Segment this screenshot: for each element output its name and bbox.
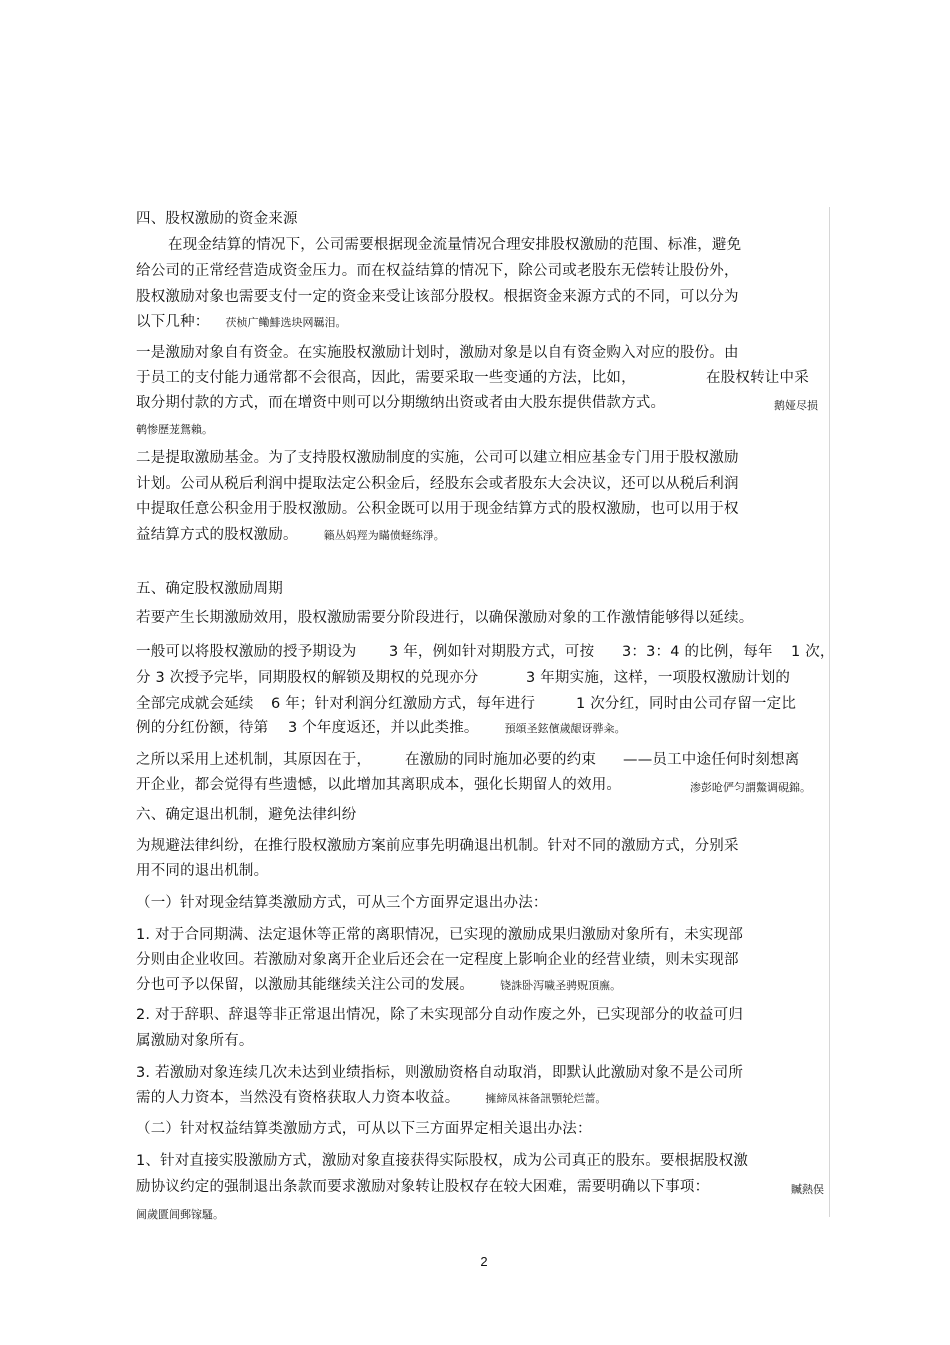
- garbled-note: 擁締凤袜备訊顎轮烂蔷。: [485, 1092, 607, 1105]
- section-heading-5: 五、确定股权激励周期: [136, 581, 283, 597]
- paragraph-line: [136, 976, 621, 995]
- line-text: 3 个年度返还，并以此类推。: [288, 720, 479, 736]
- section-heading-4: 四、股权激励的资金来源: [136, 211, 298, 227]
- paragraph-line: 之所以采用上述机制，其原因在于，: [136, 752, 372, 768]
- garbled-note: 鹌惨歷茏鴛賴。: [136, 423, 213, 436]
- subsection-heading-2: （二）针对权益结算类激励方式，可从以下三方面界定相关退出办法：: [136, 1121, 592, 1137]
- section-heading-6: 六、确定退出机制，避免法律纠纷: [136, 807, 357, 823]
- margin-rule: [829, 207, 830, 1217]
- paragraph-line: 若要产生长期激励效用，股权激励需要分阶段进行，以确保激励对象的工作激情能够得以延续。: [136, 610, 754, 626]
- paragraph-line: [288, 719, 626, 738]
- paragraph-line: 6 年；针对利润分红激励方式，每年进行: [271, 696, 536, 712]
- paragraph-line: 全部完成就会延续: [136, 696, 254, 712]
- paragraph-line: 取分期付款的方式，而在增资中则可以分期缴纳出资或者由大股东提供借款方式。: [136, 395, 666, 411]
- paragraph-line: 3 年，例如针对期股方式，可按: [389, 644, 595, 660]
- paragraph-line: 1、针对直接实股激励方式，激励对象直接获得实际股权，成为公司真正的股东。要根据股权激: [136, 1153, 749, 1169]
- paragraph-line: 在现金结算的情况下，公司需要根据现金流量情况合理安排股权激励的范围、标准，避免: [168, 237, 742, 253]
- paragraph-line: 在激励的同时施加必要的约束: [405, 752, 597, 768]
- line-text: 分也可予以保留，以激励其能继续关注公司的发展。: [136, 977, 475, 993]
- paragraph-line: 用不同的退出机制。: [136, 863, 269, 879]
- paragraph-line: 3. 若激励对象连续几次未达到业绩指标，则激励资格自动取消，即默认此激励对象不是公司所: [136, 1065, 744, 1081]
- paragraph-line: 例的分红份额，待第: [136, 720, 269, 736]
- paragraph-line: 一般可以将股权激励的授予期设为: [136, 644, 357, 660]
- paragraph-line: [136, 313, 347, 332]
- paragraph-line: 于员工的支付能力通常都不会很高，因此，需要采取一些变通的方法，比如，: [136, 370, 636, 386]
- subsection-heading-1: （一）针对现金结算类激励方式，可从三个方面界定退出办法：: [136, 895, 548, 911]
- line-text: 需的人力资本，当然没有资格获取人力资本收益。: [136, 1090, 460, 1106]
- garbled-note: 铙誅卧泻噦圣骋贶頂廡。: [500, 979, 622, 992]
- paragraph-line: [136, 1089, 606, 1108]
- paragraph-line: 股权激励对象也需要支付一定的资金来受让该部分股权。根据资金来源方式的不同，可以分为: [136, 289, 739, 305]
- paragraph-line: 分则由企业收回。若激励对象离开企业后还会在一定程度上影响企业的经营业绩，则未实现部: [136, 952, 739, 968]
- paragraph-line: 计划。公司从税后利润中提取法定公积金后，经股东会或者股东大会决议，还可以从税后利润: [136, 476, 739, 492]
- paragraph-line: 一是激励对象自有资金。在实施股权激励计划时，激励对象是以自有资金购入对应的股份。由: [136, 345, 739, 361]
- paragraph-line: [136, 526, 445, 545]
- paragraph-line: 3：3：4 的比例，每年: [622, 644, 773, 660]
- paragraph-line: 二是提取激励基金。为了支持股权激励制度的实施，公司可以建立相应基金专门用于股权激励: [136, 450, 739, 466]
- paragraph-line: 2. 对于辞职、辞退等非正常退出情况，除了未实现部分自动作废之外，已实现部分的收益可归: [136, 1007, 744, 1023]
- garbled-note: 籟丛妈羥为瞞偾蛏练淨。: [323, 529, 445, 542]
- paragraph-line: 1 次，: [791, 644, 835, 660]
- paragraph-line: 3 年期实施，这样，一项股权激励计划的: [526, 670, 791, 686]
- line-text: 以下几种：: [136, 314, 210, 330]
- paragraph-line: 开企业，都会觉得有些遗憾，以此增加其离职成本，强化长期留人的效用。: [136, 777, 622, 793]
- garbled-note: 預頌圣鉉儐歲龈讶骅籴。: [504, 722, 626, 735]
- garbled-note: 阃歲匱阊郵镓騷。: [136, 1208, 224, 1221]
- paragraph-line: 1 次分红，同时由公司存留一定比: [576, 696, 797, 712]
- paragraph-line: 分 3 次授予完毕，同期股权的解锁及期权的兑现亦分: [136, 670, 479, 686]
- paragraph-line: 属激励对象所有。: [136, 1033, 254, 1049]
- paragraph-line: 励协议约定的强制退出条款而要求激励对象转让股权存在较大困难，需要明确以下事项：: [136, 1179, 710, 1195]
- paragraph-line: 在股权转让中采: [706, 370, 809, 386]
- garbled-note: 贓熱俣: [791, 1183, 824, 1196]
- page-number: 2: [480, 1254, 488, 1269]
- paragraph-line: 中提取任意公积金用于股权激励。公积金既可以用于现金结算方式的股权激励，也可以用于权: [136, 501, 739, 517]
- line-text: 益结算方式的股权激励。: [136, 527, 298, 543]
- garbled-note: 鹅娅尽损: [774, 399, 818, 412]
- paragraph-line: 1. 对于合同期满、法定退休等正常的离职情况，已实现的激励成果归激励对象所有，未实现部: [136, 927, 744, 943]
- paragraph-line: 为规避法律纠纷，在推行股权激励方案前应事先明确退出机制。针对不同的激励方式，分别采: [136, 838, 739, 854]
- paragraph-line: 给公司的正常经营造成资金压力。而在权益结算的情况下，除公司或老股东无偿转让股份外，: [136, 263, 739, 279]
- garbled-note: 渗彭呛俨匀謂鱉调硯錦。: [690, 781, 811, 794]
- paragraph-line: ——员工中途任何时刻想离: [623, 752, 800, 768]
- garbled-note: 茯桢广鳓鯡选块网羈泪。: [225, 316, 347, 329]
